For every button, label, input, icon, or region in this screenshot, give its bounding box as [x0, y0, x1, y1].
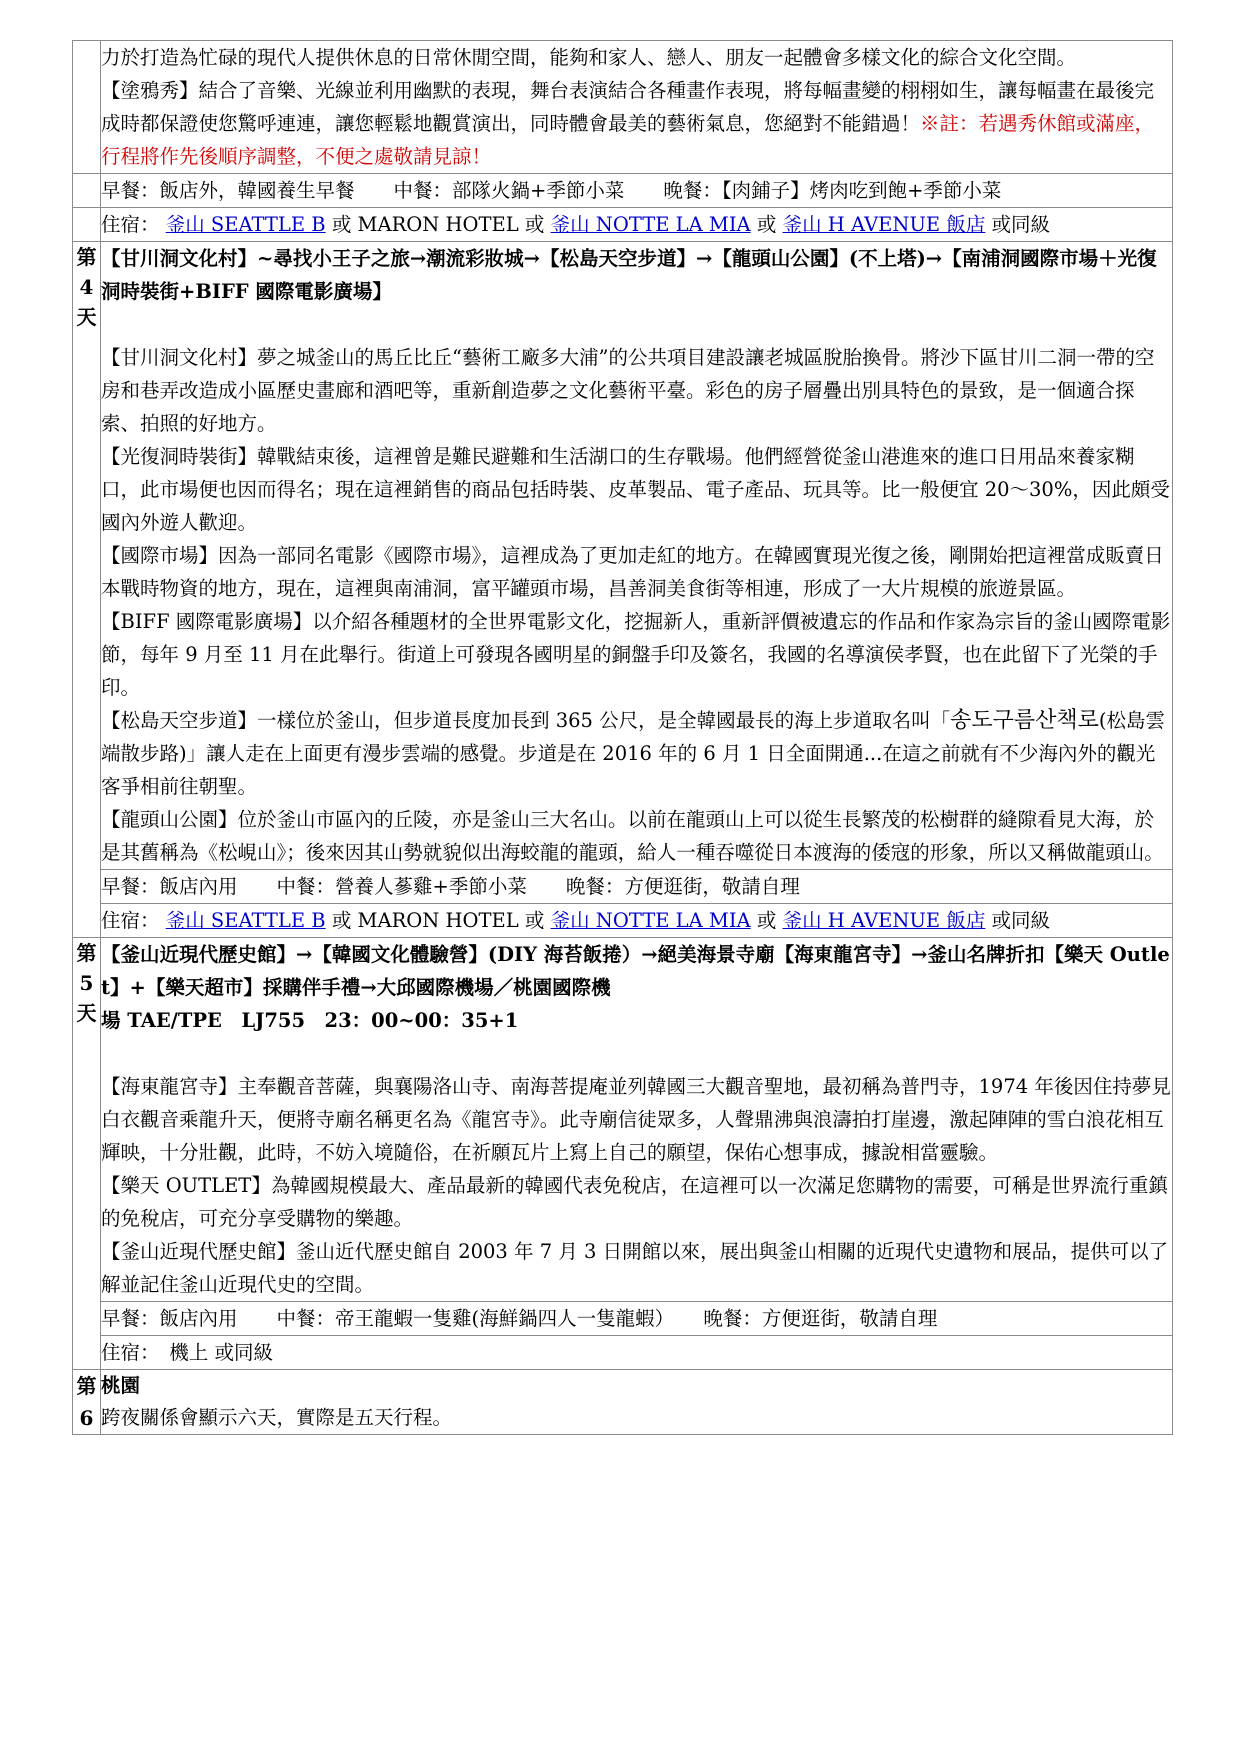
- hotel-label: 住宿：: [101, 213, 160, 236]
- outlet-paragraph: 【樂天 OUTLET】為韓國規模最大、產品最新的韓國代表免稅店，在這裡可以一次滿足您購物的需要，可稱是世界流行重鎮的免稅店，可充分享受購物的樂趣。: [101, 1174, 1168, 1230]
- skywalk-korean-name: 송도구름산책로: [950, 708, 1099, 733]
- hotel-link-seattle-b[interactable]: 釜山 SEATTLE B: [165, 909, 326, 932]
- day5-hotel: 住宿： 機上 或同級: [101, 1336, 1173, 1370]
- day6-title: 桃園: [101, 1374, 141, 1397]
- day3-intro-tail: 力於打造為忙碌的現代人提供休息的日常休閒空間，能夠和家人、戀人、朋友一起體會多樣文化的綜合文化空間。: [101, 46, 1077, 69]
- day3-day-cell: [73, 41, 101, 174]
- skywalk-paragraph: 【松島天空步道】一樣位於釜山，但步道長度加長到 365 公尺，是全韓國最長的海上步道取名叫「송도구름산책로(松島雲端散步路)」讓人走在上面更有漫步雲端的感覺。步道是在 2016 年的 6 月 1 日全面開通...在這之前就有不少海內外的觀光客爭相前往朝聖。: [101, 708, 1165, 798]
- itinerary-page: [72, 40, 1172, 1435]
- day4-hotel-row: [73, 904, 1173, 938]
- temple-paragraph: 【海東龍宮寺】主奉觀音菩薩，與襄陽洛山寺、南海菩提庵並列韓國三大觀音聖地，最初稱為普門寺，1974 年後因住持夢見白衣觀音乘龍升天，便將寺廟名稱更名為《龍宮寺》。此寺廟信徒眾多，人聲鼎沸與浪濤拍打崖邊，激起陣陣的雪白浪花相互輝映，十分壯觀，此時，不妨入境隨俗，在祈願瓦片上寫上自己的願望，保佑心想事成，據說相當靈驗。: [101, 1075, 1171, 1164]
- day6-note: 跨夜關係會顯示六天，實際是五天行程。: [101, 1406, 453, 1429]
- day4-meals-row: [73, 870, 1173, 904]
- day4-activities-row: [73, 242, 1173, 870]
- hotel-link-notte-la-mia[interactable]: 釜山 NOTTE LA MIA: [550, 213, 751, 236]
- day4-title: 【甘川洞文化村】~尋找小王子之旅→潮流彩妝城→【松島天空步道】→【龍頭山公園】(不上塔)→【南浦洞國際市場＋光復洞時裝街+BIFF 國際電影廣場】: [101, 247, 1157, 303]
- hotel-or-equivalent: 或同級: [991, 909, 1051, 932]
- itinerary-table: [72, 40, 1173, 1435]
- day3-hotel: [101, 208, 1173, 242]
- gamcheon-paragraph: 【甘川洞文化村】夢之城釜山的馬丘比丘“藝術工廠多大浦”的公共項目建設讓老城區脫胎換骨。將沙下區甘川二洞一帶的空房和巷弄改造成小區歷史畫廊和酒吧等，重新創造夢之文化藝術平臺。彩色的房子層疊出別具特色的景致，是一個適合探索、拍照的好地方。: [101, 346, 1155, 435]
- day5-title: 【釜山近現代歷史館】→【韓國文化體驗營】(DIY 海苔飯捲）→絕美海景寺廟【海東龍宮寺】→釜山名牌折扣【樂天 Outlet】+【樂天超市】採購伴手禮→大邱國際機場／桃園國際機: [101, 943, 1170, 999]
- painters-show-note: ※註：若遇秀休館或滿座，行程將作先後順序調整，不便之處敬請見諒！: [101, 112, 1155, 168]
- hotel-label: 住宿：: [101, 909, 160, 932]
- day3-hotel-row: [73, 208, 1173, 242]
- day3-meals-row: [73, 174, 1173, 208]
- day6-row: [73, 1370, 1173, 1435]
- day4-meals: 早餐：飯店內用 中餐：營養人蔘雞+季節小菜 晚餐：方便逛街，敬請自理: [101, 870, 1173, 904]
- day3-activities-row: [73, 41, 1173, 174]
- painters-show-paragraph: [101, 74, 1172, 173]
- day3-activities: [101, 41, 1173, 174]
- hotel-link-h-avenue[interactable]: 釜山 H AVENUE 飯店: [782, 213, 986, 236]
- day5-meals-row: [73, 1302, 1173, 1336]
- market-paragraph: 【國際市場】因為一部同名電影《國際市場》，這裡成為了更加走紅的地方。在韓國實現光復之後，剛開始把這裡當成販賣日本戰時物資的地方，現在，這裡與南浦洞，富平罐頭市場，昌善洞美食街等相連，形成了一大片規模的旅遊景區。: [101, 544, 1164, 600]
- hotel-or: 或: [756, 909, 777, 932]
- hotel-link-notte-la-mia[interactable]: 釜山 NOTTE LA MIA: [550, 909, 751, 932]
- day5-activities-row: [73, 938, 1173, 1302]
- day5-flight: 場 TAE/TPE LJ755 23：00~00：35+1: [101, 1009, 519, 1032]
- yongdusan-paragraph: 【龍頭山公園】位於釜山市區內的丘陵，亦是釜山三大名山。以前在龍頭山上可以從生長繁茂的松樹群的縫隙看見大海，於是其舊稱為《松峴山》；後來因其山勢就貌似出海蛟龍的龍頭，給人一種吞噬從日本渡海的倭寇的形象，所以又稱做龍頭山。: [101, 808, 1164, 864]
- day4-hotel: [101, 904, 1173, 938]
- biff-paragraph: 【BIFF 國際電影廣場】以介紹各種題材的全世界電影文化，挖掘新人，重新評價被遺忘的作品和作家為宗旨的釜山國際電影節，每年 9 月至 11 月在此舉行。街道上可發現各國明星的銅盤手印及簽名，我國的名導演侯孝賢，也在此留下了光榮的手印。: [101, 610, 1171, 699]
- day5-meals: 早餐：飯店內用 中餐：帝王龍蝦一隻雞(海鮮鍋四人一隻龍蝦） 晚餐：方便逛街，敬請自理: [101, 1302, 1173, 1336]
- gwangbok-paragraph: 【光復洞時裝街】韓戰結束後，這裡曾是難民避難和生活湖口的生存戰場。他們經營從釜山港進來的進口日用品來養家糊口，此市場便也因而得名；現在這裡銷售的商品包括時裝、皮革製品、電子產品、玩具等。比一般便宜 20～30%，因此頗受國內外遊人歡迎。: [101, 445, 1170, 534]
- hotel-or-equivalent: 或同級: [991, 213, 1051, 236]
- day5-activities: [101, 938, 1173, 1302]
- hotel-or-maron: 或 MARON HOTEL 或: [331, 909, 545, 932]
- hotel-or-maron: 或 MARON HOTEL 或: [331, 213, 545, 236]
- day4-activities: [101, 242, 1173, 870]
- hotel-link-h-avenue[interactable]: 釜山 H AVENUE 飯店: [782, 909, 986, 932]
- day6-content: [101, 1370, 1173, 1435]
- day5-day-label: 第 5 天: [73, 938, 101, 1370]
- hotel-or: 或: [756, 213, 777, 236]
- museum-paragraph: 【釜山近現代歷史館】釜山近代歷史館自 2003 年 7 月 3 日開館以來，展出與釜山相關的近現代史遺物和展品，提供可以了解並記住釜山近現代史的空間。: [101, 1240, 1169, 1296]
- day5-hotel-row: [73, 1336, 1173, 1370]
- day4-day-label: 第 4 天: [73, 242, 101, 938]
- day6-day-label: 第 6: [73, 1370, 101, 1435]
- hotel-link-seattle-b[interactable]: 釜山 SEATTLE B: [165, 213, 326, 236]
- day3-meals: 早餐：飯店外，韓國養生早餐 中餐：部隊火鍋+季節小菜 晚餐：【肉鋪子】烤肉吃到飽+季節小菜: [101, 174, 1173, 208]
- painters-show-text: 【塗鴉秀】結合了音樂、光線並利用幽默的表現，舞台表演結合各種畫作表現，將每幅畫變的栩栩如生，讓每幅畫在最後完成時都保證使您驚呼連連，讓您輕鬆地觀賞演出，同時體會最美的藝術氣息，您絕對不能錯過！: [101, 79, 1155, 135]
